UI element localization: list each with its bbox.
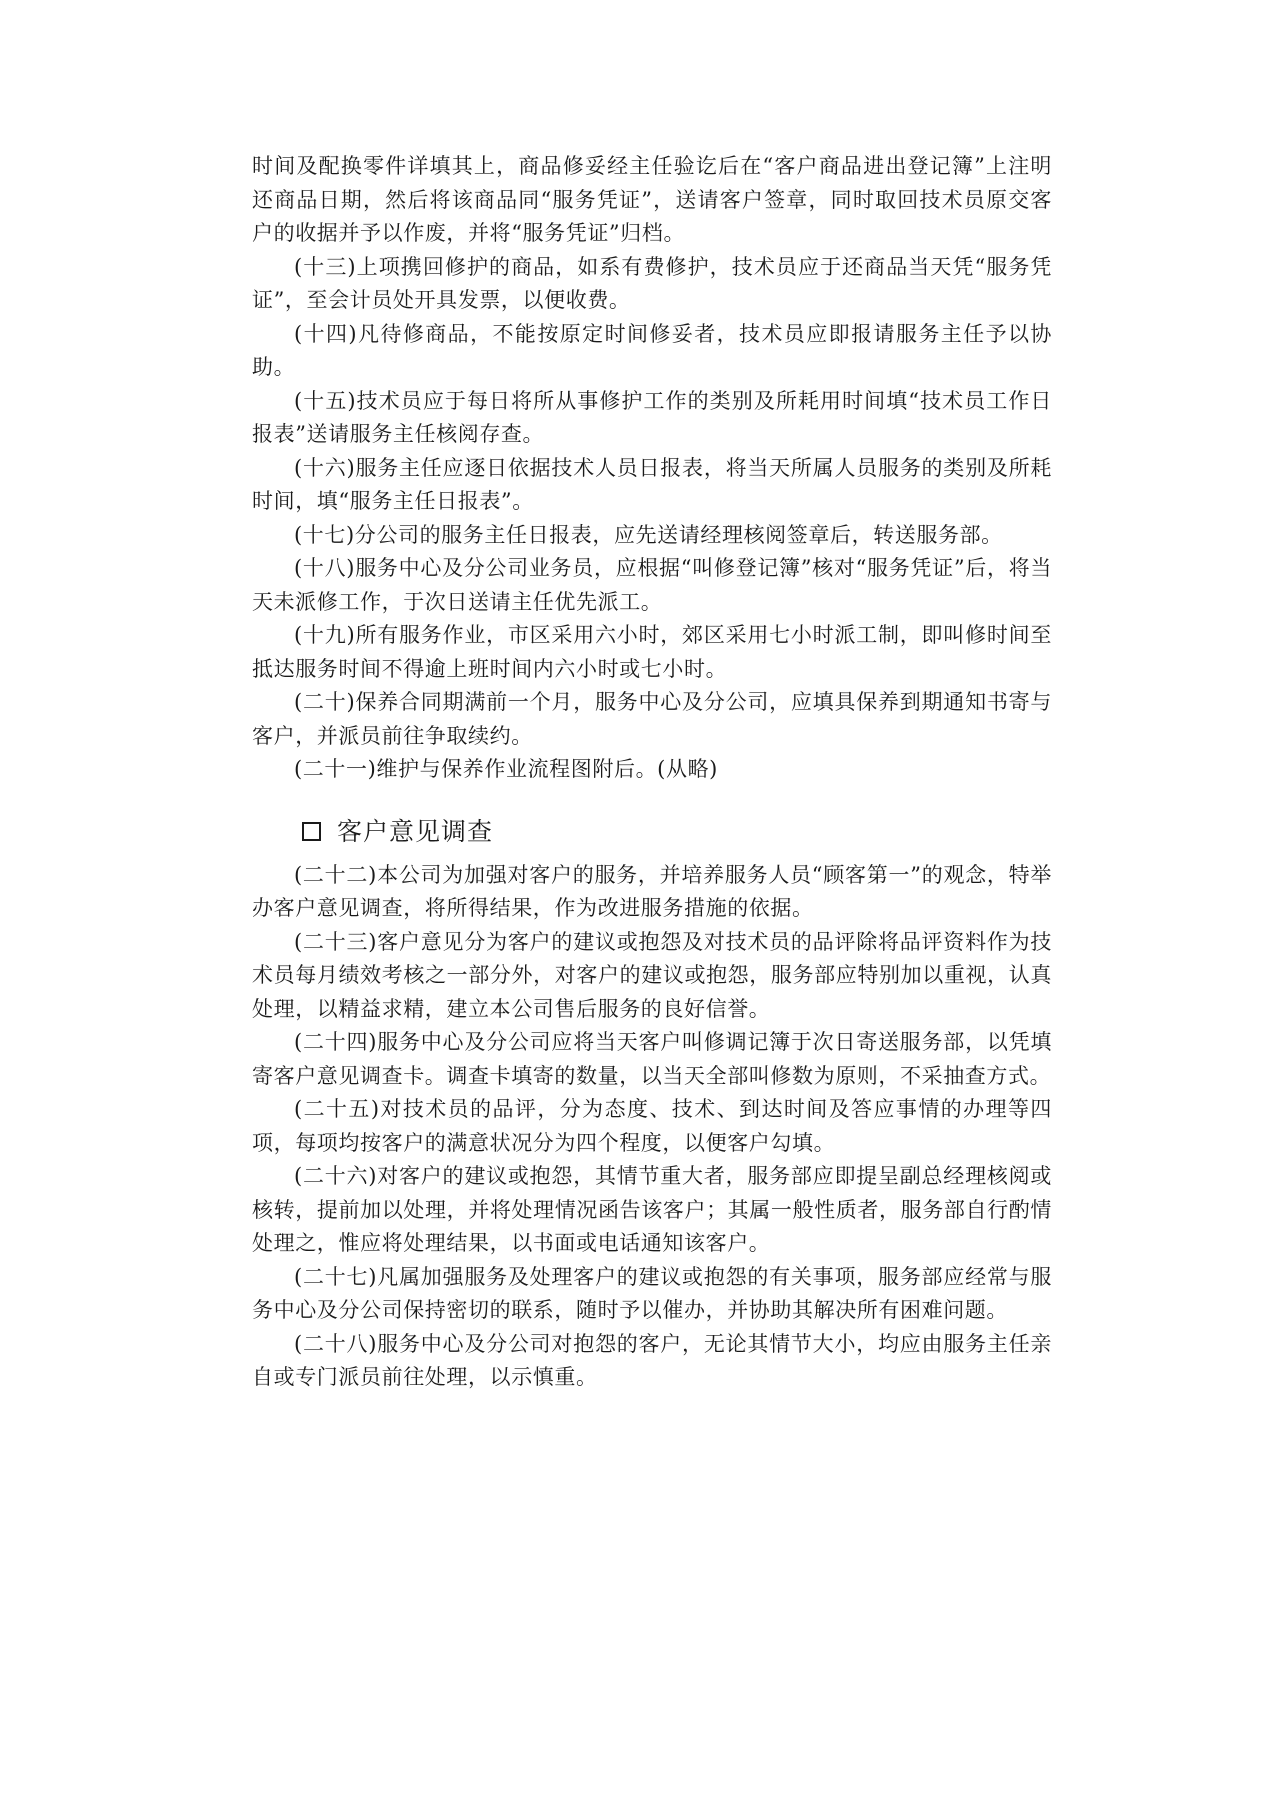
section-heading-text: 客户意见调查 [337,816,494,846]
paragraph-13: (十三)上项携回修护的商品，如系有费修护，技术员应于还商品当天凭“服务凭证”，至会计员处开具发票，以便收费。 [252,254,1052,312]
paragraph-23: (二十三)客户意见分为客户的建议或抱怨及对技术员的品评除将品评资料作为技术员每月绩效考核之一部分外，对客户的建议或抱怨，服务部应特别加以重视，认真处理，以精益求精，建立本公司售后服务的良好信誉。 [252,929,1052,1021]
paragraph-22: (二十二)本公司为加强对客户的服务，并培养服务人员“顾客第一”的观念，特举办客户意见调查，将所得结果，作为改进服务措施的依据。 [252,862,1052,920]
paragraph-21: (二十一)维护与保养作业流程图附后。(从略) [294,757,718,781]
paragraph-28: (二十八)服务中心及分公司对抱怨的客户，无论其情节大小，均应由服务主任亲自或专门派员前往处理，以示慎重。 [252,1331,1052,1389]
document-page [252,150,1052,1395]
paragraph-17: (十七)分公司的服务主任日报表，应先送请经理核阅签章后，转送服务部。 [294,522,1003,547]
paragraph-20: (二十)保养合同期满前一个月，服务中心及分公司，应填具保养到期通知书寄与客户，并派员前往争取续约。 [252,690,1052,748]
paragraph-26: (二十六)对客户的建议或抱怨，其情节重大者，服务部应即提呈副总经理核阅或核转，提前加以处理，并将处理情况函告该客户；其属一般性质者，服务部自行酌情处理之，惟应将处理结果，以书面或电话通知该客户。 [252,1164,1052,1255]
checkbox-icon [302,822,321,841]
paragraph-12-continuation: 时间及配换零件详填其上，商品修妥经主任验讫后在“客户商品进出登记簿”上注明还商品日期，然后将该商品同“服务凭证”，送请客户签章，同时取回技术员原交客户的收据并予以作废，并将“服务凭证”归档。 [252,154,1052,245]
paragraph-25: (二十五)对技术员的品评，分为态度、技术、到达时间及答应事情的办理等四项，每项均按客户的满意状况分为四个程度，以便客户勾填。 [252,1097,1052,1155]
paragraph-24: (二十四)服务中心及分公司应将当天客户叫修调记簿于次日寄送服务部，以凭填寄客户意见调查卡。调查卡填寄的数量，以当天全部叫修数为原则，不采抽查方式。 [252,1030,1052,1088]
paragraph-18: (十八)服务中心及分公司业务员，应根据“叫修登记簿”核对“服务凭证”后，将当天未派修工作，于次日送请主任优先派工。 [252,556,1052,614]
paragraph-14: (十四)凡待修商品，不能按原定时间修妥者，技术员应即报请服务主任予以协助。 [252,321,1052,379]
paragraph-27: (二十七)凡属加强服务及处理客户的建议或抱怨的有关事项，服务部应经常与服务中心及分公司保持密切的联系，随时予以催办，并协助其解决所有困难问题。 [252,1264,1052,1322]
paragraph-19: (十九)所有服务作业，市区采用六小时，郊区采用七小时派工制，即叫修时间至抵达服务时间不得逾上班时间内六小时或七小时。 [252,623,1052,681]
section-heading-customer-survey [252,815,1052,849]
paragraph-16: (十六)服务主任应逐日依据技术人员日报表，将当天所属人员服务的类别及所耗时间，填“服务主任日报表”。 [252,455,1052,513]
paragraph-15: (十五)技术员应于每日将所从事修护工作的类别及所耗用时间填“技术员工作日报表”送请服务主任核阅存查。 [252,388,1052,446]
